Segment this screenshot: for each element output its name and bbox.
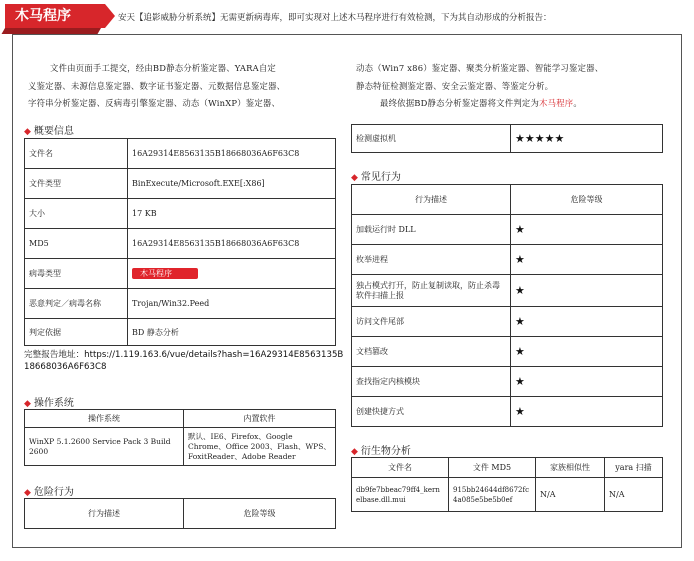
para-line: 静态特征检测鉴定器、安全云鉴定器、等鉴定分析。 [356,80,554,91]
table-row: MD5 16A29314E8563135B18668036A6F63C8 [25,229,336,259]
diamond-icon: ◆ [24,488,31,498]
conclusion-line [356,95,676,113]
derived-table [351,457,663,512]
report-link[interactable]: 完整报告地址：https://1.119.163.6/vue/details?hash=16A29314E8563135B18668036A6F63C8 [24,350,344,372]
danger-heading: ◆ 危险行为 [24,487,74,498]
para-line: 动态（Win7 x86）鉴定器、聚类分析鉴定器、智能学习鉴定器、 [356,63,604,73]
table-row: 文件名 16A29314E8563135B18668036A6F63C8 [25,139,336,169]
derived-heading: ◆ 衍生物分析 [351,446,411,457]
diamond-icon: ◆ [24,127,31,137]
common-table [351,184,663,427]
overview-heading: ◆ 概要信息 [24,126,74,137]
diamond-icon: ◆ [351,447,358,457]
table-row: 行为描述 危险等级 [25,499,336,529]
table-row: 创建快捷方式 ★ [352,397,663,427]
para-line: 字符串分析鉴定器、反病毒引擎鉴定器、动态（WinXP）鉴定器、 [28,98,281,108]
conclusion-suffix: 。 [573,98,582,108]
diamond-icon: ◆ [24,399,31,409]
analysis-paragraph-left [28,60,348,113]
table-row: 文件类型 BinExecute/Microsoft.EXE[:X86] [25,169,336,199]
table-row: 判定依据 BD 静态分析 [25,319,336,346]
vm-table [351,124,663,153]
conclusion-verdict: 木马程序 [539,98,574,108]
table-row: 恶意判定／病毒名称 Trojan/Win32.Peed [25,289,336,319]
table-row: 加载运行时 DLL ★ [352,215,663,245]
os-heading: ◆ 操作系统 [24,398,74,409]
table-row: db9fe7bbeac79ff4_kernelbase.dll.mui 915bb24644df8672fc4a085e5be5b0ef N/A N/A [352,478,663,512]
para-line: 文件由页面手工提交，经由BD静态分析鉴定器、YARA自定 [50,63,276,73]
virus-type-badge: 木马程序 [132,268,198,279]
table-row: 文件名 文件 MD5 家族相似性 yara 扫描 [352,458,663,478]
table-row: 操作系统 内置软件 [25,410,336,428]
table-row: 查找指定内核模块 ★ [352,367,663,397]
table-row: 独占模式打开，防止复制读取，防止杀毒软件扫描上报 ★ [352,275,663,307]
overview-table [24,138,336,346]
danger-table [24,498,336,529]
table-row: 枚举进程 ★ [352,245,663,275]
table-row: 文档篡改 ★ [352,337,663,367]
banner-title: 木马程序 [5,4,105,28]
table-row: WinXP 5.1.2600 Service Pack 3 Build 2600 默认、IE6、Firefox、Google Chrome、Office 2003、Flash、WPS、FoxitReader、Adobe Reader [25,428,336,466]
os-table [24,409,336,466]
intro-text: 安天【追影威胁分析系统】无需更新病毒库，即可实现对上述木马程序进行有效检测，下为其自动形成的分析报告： [118,13,552,23]
table-row: 访问文件尾部 ★ [352,307,663,337]
para-line: 义鉴定器、未源信息鉴定器、数字证书鉴定器、元数据信息鉴定器、 [28,80,286,91]
table-row: 病毒类型 木马程序 [25,259,336,289]
vm-rating: ★★★★★ [511,125,663,153]
common-heading: ◆ 常见行为 [351,172,401,183]
table-row: 行为描述 危险等级 [352,185,663,215]
conclusion-prefix: 最终依据BD静态分析鉴定器将文件判定为 [380,98,540,108]
analysis-paragraph-right [356,60,676,113]
banner-shadow [2,28,101,34]
diamond-icon: ◆ [351,173,358,183]
table-row: 大小 17 KB [25,199,336,229]
table-row: 检测虚拟机 ★★★★★ [352,125,663,153]
